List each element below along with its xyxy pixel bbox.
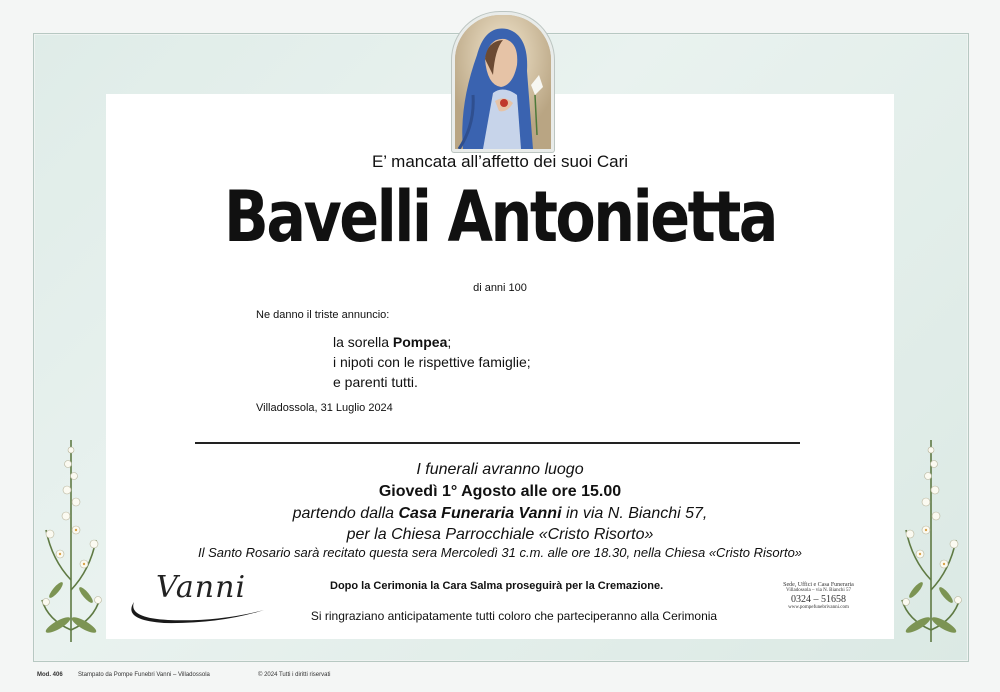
footer-model: Mod. 406 <box>37 672 63 678</box>
lily-decoration-right <box>898 430 964 642</box>
deceased-age: di anni 100 <box>473 282 527 294</box>
mourner-prefix: e parenti tutti. <box>333 374 418 390</box>
divider-line <box>195 442 800 444</box>
agency-phone: 0324 – 51658 <box>791 594 846 605</box>
route-prefix: partendo dalla <box>292 505 399 522</box>
route-suffix: in via N. Bianchi 57, <box>561 505 708 522</box>
rosary-text: Il Santo Rosario sarà recitato questa sera Mercoledì 31 c.m. alle ore 18.30, nella Chiesa «Cristo Risorto» <box>197 545 803 560</box>
madonna-portrait-image <box>452 12 554 152</box>
agency-website: www.pompefunebrivanni.com <box>788 605 849 610</box>
agency-info <box>776 582 861 610</box>
agency-line: Sede, Uffici e Casa Funeraria <box>783 582 854 588</box>
route-place: Casa Funeraria Vanni <box>398 505 562 522</box>
cremation-text: Dopo la Cerimonia la Cara Salma proseguirà per la Cremazione. <box>330 580 664 592</box>
funeral-route <box>0 505 1000 523</box>
deceased-name: Bavelli Antonietta <box>224 176 776 258</box>
mourner-line <box>333 372 531 392</box>
mourner-suffix: ; <box>447 334 452 350</box>
thanks-text: Si ringraziano anticipatamente tutti coloro che parteciperanno alla Cerimonia <box>310 609 718 623</box>
footer-copyright: © 2024 Tutti i diritti riservati <box>258 672 331 678</box>
mourner-line <box>333 332 531 352</box>
footer-printer: Stampato da Pompe Funebri Vanni – Villadossola <box>78 672 210 678</box>
intro-text: E’ mancata all’affetto dei suoi Cari <box>371 152 629 171</box>
agency-address: Villadossola – via N. Bianchi 57 <box>786 588 851 593</box>
funeral-date: Giovedì 1° Agosto alle ore 15.00 <box>378 483 622 500</box>
lily-decoration-left <box>38 430 104 642</box>
mourner-prefix: i nipoti con le rispettive famiglie; <box>333 354 531 370</box>
mourner-prefix: la sorella <box>333 334 393 350</box>
funeral-church: per la Chiesa Parrocchiale «Cristo Risorto» <box>346 526 654 543</box>
funeral-intro: I funerali avranno luogo <box>416 461 584 478</box>
announce-label: Ne danno il triste annuncio: <box>256 309 390 321</box>
mourner-line <box>333 352 531 372</box>
place-date: Villadossola, 31 Luglio 2024 <box>256 402 393 414</box>
logo-text: Vanni <box>156 570 247 605</box>
mourner-name: Pompea <box>392 334 448 350</box>
mourners-list <box>333 332 531 392</box>
